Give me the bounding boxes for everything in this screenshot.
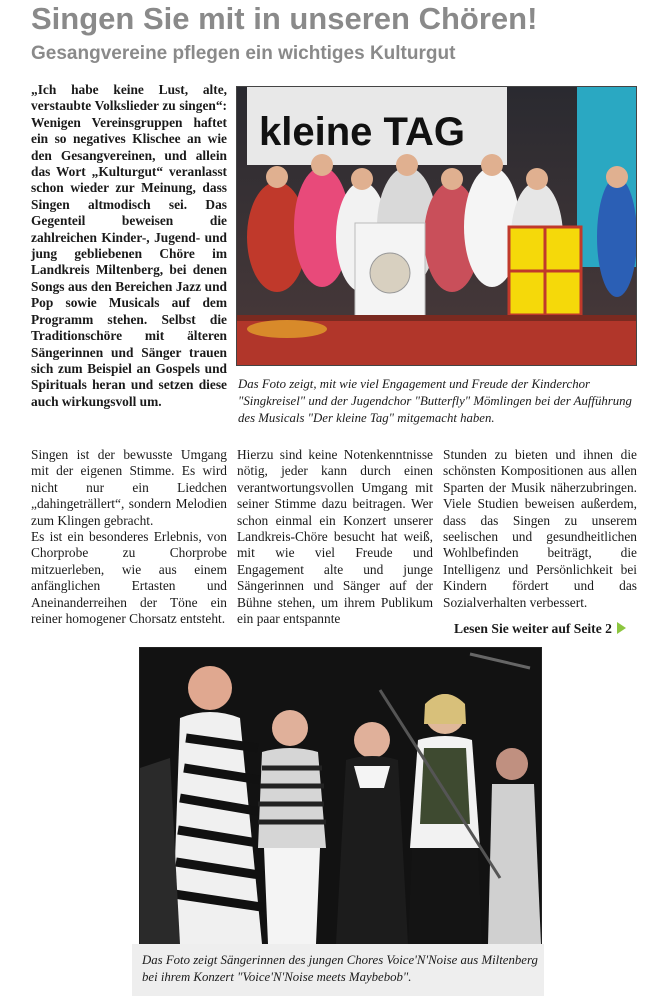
subheadline: Gesangvereine pflegen ein wichtiges Kulturgut <box>31 43 456 64</box>
continue-link[interactable] <box>454 620 654 637</box>
lead-paragraph: „Ich habe keine Lust, alte, verstaubte Volkslieder zu singen“: Wenigen Vereinsgruppen haftet ein so negatives Klischee an wie den Gesangvereinen, und allein das Wort „Kulturgut“ veranlasst schon wieder zur Meinung, dass Singen altmodisch sei. Das Gegenteil beweisen die zahlreichen Kinder-, Jugend- und jung gebliebenen Chöre im Landkreis Miltenberg, bei denen Songs aus den Bereichen Jazz und Pop sowie Musicals auf dem Programm stehen. Selbst die Traditionschöre mit älteren Sängerinnen und Sänger trauen sich zum Beispiel an Gospels und Spirituals heran und setzen diese auch wirkungsvoll um. <box>31 82 227 409</box>
caption-bottom-photo: Das Foto zeigt Sängerinnen des jungen Chores Voice'N'Noise aus Miltenberg bei ihrem Konzert "Voice'N'Noise meets Maybebob". <box>142 953 538 984</box>
singers-illustration <box>140 648 541 944</box>
body-column-3: Stunden zu bieten und ihnen die schönsten Kompositionen aus allen Sparten der Musik näherzubringen. Viele Studien beweisen außerdem, dass das Singen zu unserem seelischen und gesundheitlichen Wohlbefinden beiträgt, die Intelligenz und Persönlichkeit bei Kindern fördert und das Sozialverhalten verbessert. <box>443 447 637 610</box>
photo-voice-n-noise <box>139 647 542 945</box>
body-column-1 <box>31 447 227 627</box>
caption-top-photo: Das Foto zeigt, mit wie viel Engagement und Freude der Kinderchor "Singkreisel" und der Jugendchor "Butterfly" Mömlingen bei der Aufführung des Musicals "Der kleine Tag" mitgemacht haben. <box>238 377 632 425</box>
photo-childrens-choir <box>236 86 637 366</box>
headline: Singen Sie mit in unseren Chören! <box>31 1 538 36</box>
stage-illustration <box>237 87 636 365</box>
body-paragraph: Singen ist der bewusste Umgang mit der eigenen Stimme. Es wird nicht nur ein Liedchen „dahingeträllert“, sondern Melodien zum Klingen gebracht. <box>31 447 227 528</box>
banner-text: kleine TAG <box>259 110 465 154</box>
body-column-2: Hierzu sind keine Notenkenntnisse nötig, jeder kann durch einen verantwortungsvollen Umgang mit seiner Stimme dazu beitragen. Wer schon einmal ein Konzert unserer Landkreis-Chöre besucht hat weiß, mit wie viel Freude und Engagement alte und junge Sängerinnen und Sänger auf der Bühne stehen, um ihrem Publikum ein paar entspannte <box>237 447 433 627</box>
continue-label: Lesen Sie weiter auf Seite 2 <box>454 621 612 636</box>
arrow-right-icon <box>617 622 626 634</box>
body-paragraph: Es ist ein besonderes Erlebnis, von Chorprobe zu Chorprobe mitzuerleben, wie aus einem anfänglichen Ertasten und Aneinanderreihen der Töne ein reiner homogener Chorsatz entsteht. <box>31 529 227 627</box>
